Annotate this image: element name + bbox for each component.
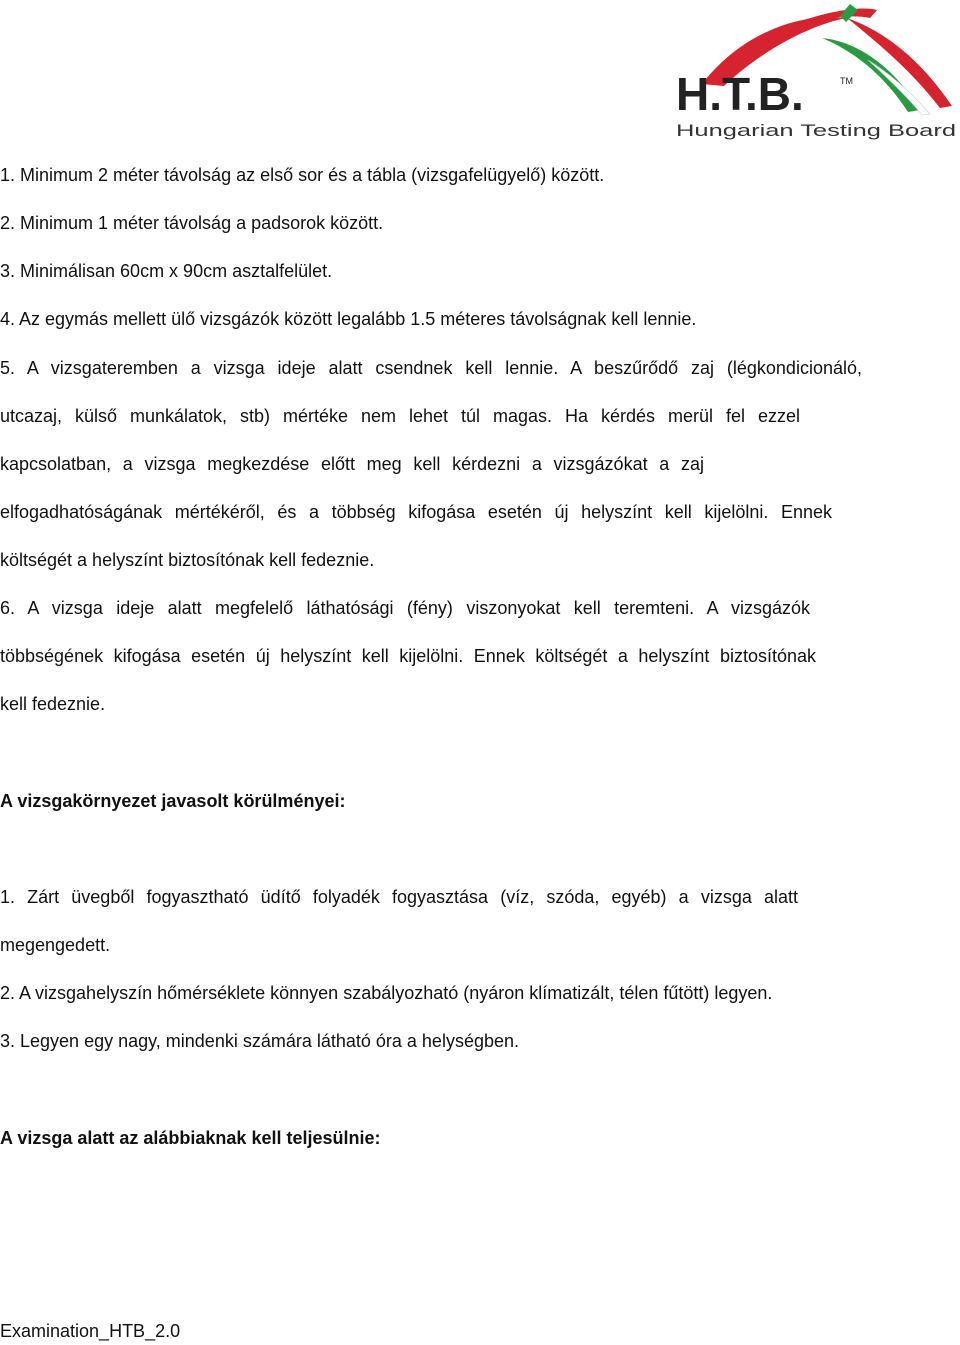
rule-3: 3. Minimálisan 60cm x 90cm asztalfelület. <box>0 261 333 281</box>
logo-trademark: TM <box>840 76 853 86</box>
rule-5-line-5: költségét a helyszínt biztosítónak kell fedeznie. <box>0 550 375 570</box>
recommended-item-1-line-1: 1. Zárt üvegből fogyasztható üdítő folyadék fogyasztása (víz, szóda, egyéb) a vizsga alatt <box>0 887 798 907</box>
rule-5-line-4: elfogadhatóságának mértékéről, és a többség kifogása esetén új helyszínt kell kijelölni. Ennek <box>0 502 832 522</box>
rule-6-line-2: többségének kifogása esetén új helyszínt kell kijelölni. Ennek költségét a helyszínt biztosítónak <box>0 646 816 666</box>
section-during-heading: A vizsga alatt az alábbiaknak kell teljesülnie: <box>0 1128 381 1148</box>
rule-1: 1. Minimum 2 méter távolság az első sor és a tábla (vizsgafelügyelő) között. <box>0 165 605 185</box>
rule-6-line-3: kell fedeznie. <box>0 694 106 714</box>
page-footer: Examination_HTB_2.0 <box>0 1321 181 1341</box>
rule-5-line-2: utcazaj, külső munkálatok, stb) mértéke nem lehet túl magas. Ha kérdés merül fel ezzel <box>0 406 800 426</box>
rule-5-line-3: kapcsolatban, a vizsga megkezdése előtt meg kell kérdezni a vizsgázókat a zaj <box>0 454 704 474</box>
section-recommended-heading: A vizsgakörnyezet javasolt körülményei: <box>0 791 346 811</box>
recommended-item-3: 3. Legyen egy nagy, mindenki számára látható óra a helységben. <box>0 1031 519 1051</box>
htb-logo <box>672 2 960 144</box>
rule-5-line-1: 5. A vizsgateremben a vizsga ideje alatt csendnek kell lennie. A beszűrődő zaj (légkondicionáló, <box>0 358 862 378</box>
recommended-item-1-line-2: megengedett. <box>0 935 111 955</box>
logo-brand: H.T.B. <box>676 68 804 120</box>
recommended-item-2: 2. A vizsgahelyszín hőmérséklete könnyen szabályozható (nyáron klímatizált, télen fűtött) legyen. <box>0 983 773 1003</box>
rule-6-line-1: 6. A vizsga ideje alatt megfelelő láthatósági (fény) viszonyokat kell teremteni. A vizsgázók <box>0 598 810 618</box>
rule-4: 4. Az egymás mellett ülő vizsgázók között legalább 1.5 méteres távolságnak kell lennie. <box>0 309 697 329</box>
rule-2: 2. Minimum 1 méter távolság a padsorok között. <box>0 213 384 233</box>
logo-tagline: Hungarian Testing Board <box>676 121 956 140</box>
